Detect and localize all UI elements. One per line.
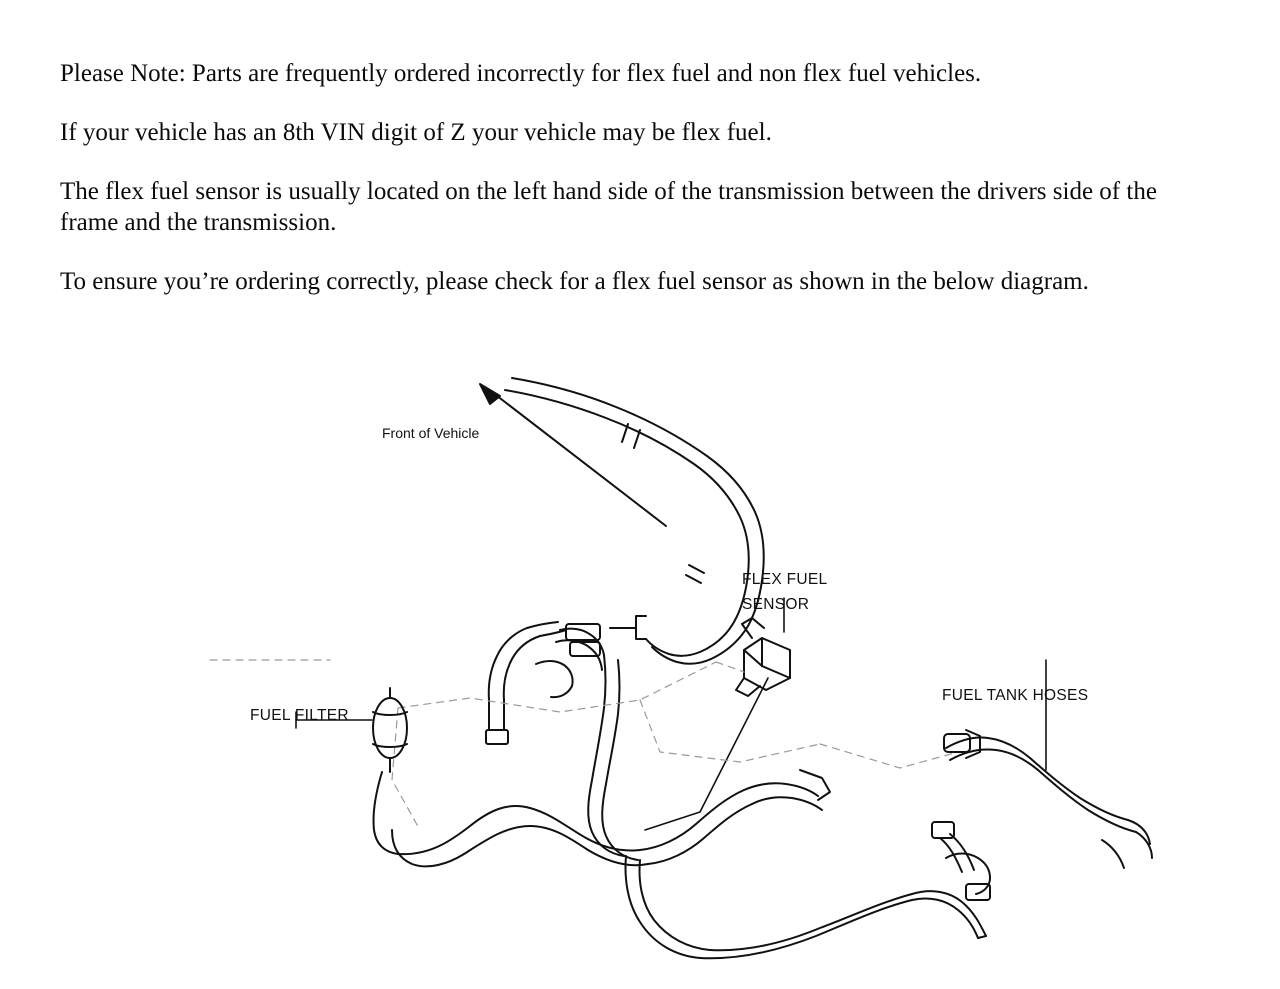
lower-left-rail-c [392,830,464,866]
lower-left-rail-d [464,826,588,854]
hose-small-loop-2 [551,686,572,697]
label-flex-fuel-sensor-line2: SENSOR [742,596,810,613]
tank-hose-branch [1102,840,1124,868]
lower-right-curve-a [912,898,978,938]
fuel-line-paths [200,378,1152,989]
label-fuel-filter: FUEL FILTER [250,707,349,724]
sensor-leader-line [645,678,768,830]
sensor-connector-top [742,618,764,638]
fuel-line-upper-a [505,390,749,574]
mid-line-a [592,655,606,780]
tank-hose-b3 [1136,832,1152,858]
center-rail-up-b [648,804,752,864]
connector-body-1 [636,616,646,639]
mid-line-b [606,660,620,784]
hose-left-curve-2 [489,628,527,700]
junction-link-a [646,639,700,656]
notice-line-2: If your vehicle has an 8th VIN digit of Z your vehicle may be flex fuel. [60,119,772,146]
notice-line-3: The flex fuel sensor is usually located on the left hand side of the transmission between the drivers side of the frame and the transmission. [60,178,1164,236]
front-arrow-shaft [492,392,666,526]
lower-right-tip [978,936,986,938]
lower-loop-b [640,860,710,950]
tank-hose-a2 [1030,758,1128,820]
lower-loop-a [626,856,700,958]
fuel-filter-body [373,688,407,772]
line-break-mark-2 [634,430,640,448]
hose-left-join [540,630,566,636]
notice-line-4: To ensure you’re ordering correctly, please check for a flex fuel sensor as shown in the below diagram. [60,268,1089,295]
label-front-of-vehicle: Front of Vehicle [382,425,480,441]
hose-left-curve-1 [504,636,540,700]
lower-right-fitting-b [976,878,990,894]
label-flex-fuel-sensor-line1: FLEX FUEL [742,571,828,588]
center-rail-right [744,783,818,796]
fuel-line-upper-b [512,378,764,572]
flex-fuel-sensor-body [736,618,790,696]
label-fuel-tank-hoses: FUEL TANK HOSES [942,687,1089,704]
line-break-mark-4 [686,575,701,583]
front-arrow-head [480,384,500,404]
branch-up-left-b [950,834,974,870]
filter-out-line [373,772,398,854]
center-drop-a [588,780,624,856]
connector-end-left [486,730,508,744]
connector-right-mid [800,770,830,800]
fuel-system-diagram [0,360,1280,989]
center-rail-up [640,790,744,850]
hose-small-loop [536,661,573,686]
center-drop-b [602,784,638,860]
hose-left-join-2 [527,622,558,628]
tank-hose-b2 [1038,770,1136,832]
notice-text-block [60,58,1260,325]
center-rail-right-b [752,797,822,810]
fuel-line-upper-a-cont [700,574,748,652]
notice-line-1: Please Note: Parts are frequently ordered incorrectly for flex fuel and non flex fuel vehicles. [60,60,982,87]
lower-run-b [710,894,912,950]
line-break-mark-3 [689,565,704,573]
